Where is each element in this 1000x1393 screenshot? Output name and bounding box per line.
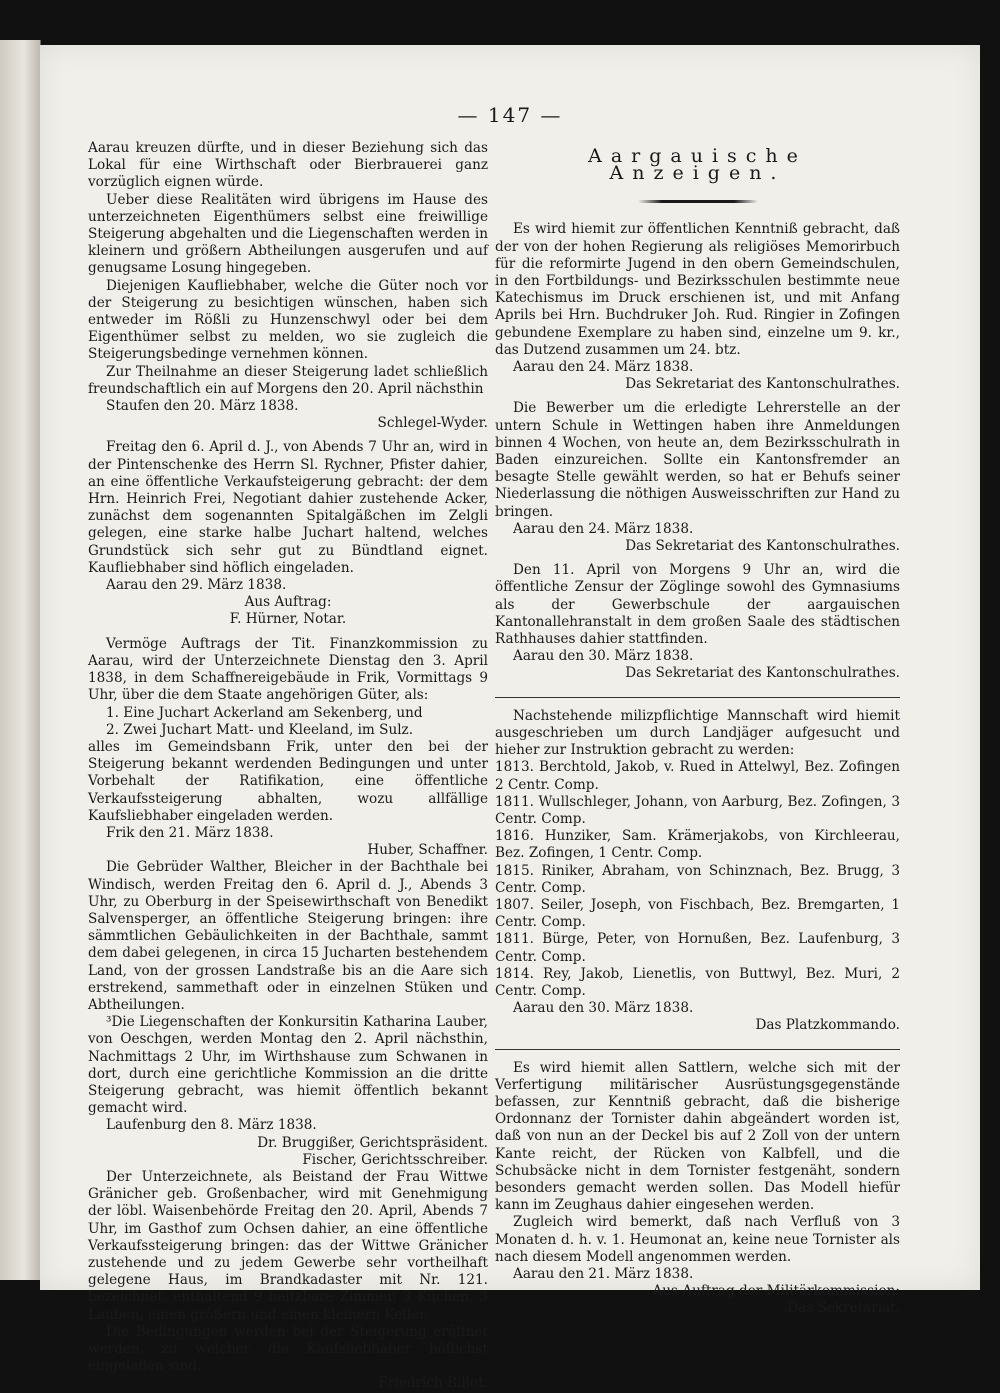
roster-entry: 1807. Seiler, Joseph, von Fischbach, Bez. Bremgarten, 1 Centr. Comp. xyxy=(495,896,900,931)
paragraph: Laufenburg den 8. März 1838. xyxy=(106,1117,317,1134)
spacer xyxy=(88,629,488,636)
signature: Schlegel-Wyder. xyxy=(377,415,488,432)
right-column xyxy=(495,140,900,1318)
roster-entry: 1811. Bürge, Peter, von Hornußen, Bez. Laufenburg, 3 Centr. Comp. xyxy=(495,931,900,965)
paragraph: Der Unterzeichnete, als Beistand der Frau Wittwe Gränicher geb. Großenbacher, wird mit Genehmigung der löbl. Waisenbehörde Freitag den 20. April, Abends 7 Uhr, im Gasthof zum Ochsen dahier, an eine öffentliche Verkaufssteigerung bringen: das der Wittwe Gränicher zustehende und zu jedem Gewerbe sehr vortheilhaft gelegene Haus, im Brandkadaster mit Nr. 121. bezeichnet, enthaltend 9 heitzbare Zimmer, 3 Küchen, 3 Lauben, einen größern und einen kleinern Keller. xyxy=(88,1168,488,1323)
spacer xyxy=(495,393,900,400)
paragraph: Staufen den 20. März 1838. xyxy=(106,398,299,415)
paragraph: Zur Theilnahme an dieser Steigerung ladet schließlich freundschaftlich ein auf Morgens den 20. April nächsthin xyxy=(88,363,488,397)
paragraph: Die Bewerber um die erledigte Lehrerstelle an der untern Schule in Wettingen haben ihre Anmeldungen binnen 4 Wochen, von heute an, dem Bezirksschulrath in Baden einzureichen. Sollte ein Kantonsfremder an besagte Stelle gewählt werden, so hat er Behufs seiner Niederlassung die nöthigen Ausweisschriften zur Hand zu bringen. xyxy=(495,400,900,520)
signature: Das Platzkommando. xyxy=(755,1017,900,1034)
paragraph: Den 11. April von Morgens 9 Uhr an, wird die öffentliche Zensur der Zöglinge sowohl des Gymnasiums als der Gewerbschule der aargauischen Kantonallehranstalt in dem großen Saale des städtischen Rathhauses dahier stattfinden. xyxy=(495,562,900,648)
section-divider xyxy=(495,1049,900,1050)
paragraph: Freitag den 6. April d. J., von Abends 7 Uhr an, wird in der Pintenschenke des Herrn Sl. Rychner, Pfister dahier, an eine öffentliche Verkaufsteigerung gebracht: der dem Hrn. Heinrich Frei, Negotiant dahier zustehende Acker, zunächst dem sogenannten Spitalgäßchen im Zelgli gelegen, eine starke halbe Juchart haltend, welches Grundstück sich sehr gut zu Bündtland eignet. Kaufliebhaber sind höflich eingeladen. xyxy=(88,439,488,576)
title-rule xyxy=(638,200,758,203)
roster-entry: 1813. Berchtold, Jakob, v. Rued in Attelwyl, Bez. Zofingen 2 Centr. Comp. xyxy=(495,759,900,793)
paragraph: Zugleich wird bemerkt, daß nach Verfluß von 3 Monaten d. h. v. 1. Heumonat an, keine neue Tornister als nach diesem Modell angenommen werden. xyxy=(495,1214,900,1265)
paragraph: Ueber diese Realitäten wird übrigens im Hause des unterzeichneten Eigenthümers selbst eine freiwillige Steigerung abgehalten und die Liegenschaften werden in kleinern und größern Abtheilungen ausgerufen und auf genugsame Losung hingegeben. xyxy=(88,191,488,277)
paragraph: Nachstehende milizpflichtige Mannschaft wird hiemit ausgeschrieben um durch Landjäger aufgesucht und hieher zur Instruktion gebracht zu werden: xyxy=(495,707,900,759)
paragraph: Aarau den 24. März 1838. xyxy=(513,359,694,376)
newspaper-page xyxy=(40,45,980,1392)
paragraph: Es wird hiemit allen Sattlern, welche sich mit der Verfertigung militärischer Ausrüstungsgegenstände befassen, zur Kenntniß gebracht, daß die bisherige Ordonnanz der Tornister dahin abgeändert worden ist, daß von nun an der Deckel bis auf 2 Zoll von der untern Kante reicht, der Rücken von Kalbfell, und die Schubsäcke nicht in dem Tornister festgenäht, sondern besonders gemacht werden sollen. Das Modell hiefür kann im Zeughaus dahier eingesehen werden. xyxy=(495,1059,900,1214)
spacer xyxy=(495,555,900,562)
paragraph: Frik den 21. März 1838. xyxy=(106,824,274,841)
signature: Das Sekretariat des Kantonschulrathes. xyxy=(625,376,900,393)
roster-entry: 1814. Rey, Jakob, Lienetlis, von Buttwyl, Bez. Muri, 2 Centr. Comp. xyxy=(495,965,900,999)
list-item: 2. Zwei Juchart Matt- und Kleeland, im Sulz. xyxy=(106,721,414,738)
right-column-body xyxy=(495,221,900,1317)
paragraph: Aarau den 29. März 1838. xyxy=(106,577,287,594)
roster-entry: 1815. Riniker, Abraham, von Schinznach, Bez. Brugg, 3 Centr. Comp. xyxy=(495,862,900,896)
section-title: Aargauische Anzeigen. xyxy=(588,145,807,185)
paragraph: Die Bedingungen werden bei der Steigerung eröffnet werden, zu welcher die Kaufsliebhaber höflichst eingeladen sind. xyxy=(88,1323,488,1375)
paragraph: Vermöge Auftrags der Tit. Finanzkommission zu Aarau, wird der Unterzeichnete Dienstag den 3. April 1838, in dem Schaffnereigebäude in Frik, Vormittags 9 Uhr, über die dem Staate angehörigen Güter, als: xyxy=(88,635,488,704)
signature: Fischer, Gerichtsschreiber. xyxy=(302,1151,488,1168)
paragraph: Es wird hiemit zur öffentlichen Kenntniß gebracht, daß der von der hohen Regierung als religiöses Memorirbuch für die reformirte Jugend in den obern Gemeindschulen, in den Fortbildungs- und Bezirksschulen bestimmte neue Katechismus im Druck erschienen ist, und mit Anfang Aprils bei Hrn. Buchdruker Joh. Rud. Ringier in Zofingen gebundene Exemplare zu haben sind, einzelne um 9. kr., das Dutzend zusammen um 24. btz. xyxy=(495,221,900,358)
paragraph: Die Gebrüder Walther, Bleicher in der Bachthale bei Windisch, werden Freitag den 6. April d. J., Abends 3 Uhr, zu Oberburg in der Speisewirthschaft von Benedikt Salvensperger, an öffentliche Steigerung bringen: ihre sämmtlichen Gebäulichkeiten in der Bachthale, sammt dem dabei gelegenen, in circa 15 Jucharten bestehendem Land, von der grossen Landstraße bis an die Aare sich erstrekend, sammethaft oder in einzelnen Stüken und Abtheilungen. xyxy=(88,859,488,1013)
spacer xyxy=(88,432,488,439)
paragraph: Aarau den 24. März 1838. xyxy=(513,520,694,537)
signature: Friedrich Billot. xyxy=(378,1375,488,1392)
signature: Das Sekretariat des Kantonschulrathes. xyxy=(625,538,900,555)
signature: Das Sekretariat. xyxy=(787,1300,900,1317)
signature: Aus Auftrag der Militärkommission: xyxy=(652,1283,900,1300)
paragraph: Aarau den 30. März 1838. xyxy=(513,1000,694,1017)
paragraph: alles im Gemeindsbann Frik, unter den bei der Steigerung bekannt werdenden Bedingungen und unter Vorbehalt der Ratifikation, eine öffentliche Verkaufssteigerung abhalten, wozu allfällige Kaufsliebhaber eingeladen werden. xyxy=(88,738,488,824)
list-item: 1. Eine Juchart Ackerland am Sekenberg, und xyxy=(106,704,423,721)
paragraph: ³Die Liegenschaften der Konkursitin Katharina Lauber, von Oeschgen, werden Montag den 2. April nächsthin, Nachmittags 2 Uhr, im Wirthshause zum Schwanen in dort, durch eine gerichtliche Kommission an die dritte Steigerung gebracht, was hiemit öffentlich bekannt gemacht wird. xyxy=(88,1014,488,1117)
roster-entry: 1811. Wullschleger, Johann, von Aarburg, Bez. Zofingen, 3 Centr. Comp. xyxy=(495,793,900,827)
paragraph: Aarau kreuzen dürfte, und in dieser Beziehung sich das Lokal für eine Wirthschaft oder Bierbrauerei ganz vorzüglich eignen würde. xyxy=(88,140,488,191)
signature: Aus Auftrag: xyxy=(244,594,332,611)
paragraph: Diejenigen Kaufliebhaber, welche die Güter noch vor der Steigerung zu besichtigen wünschen, haben sich entweder im Rößli zu Hunzenschwyl oder bei dem Eigenthümer selbst zu melden, wo sie zugleich die Steigerungsbedinge vernehmen können. xyxy=(88,277,488,363)
signature: Das Sekretariat des Kantonschulrathes. xyxy=(625,665,900,682)
signature: F. Hürner, Notar. xyxy=(229,611,347,628)
signature: Dr. Bruggißer, Gerichtspräsident. xyxy=(257,1134,488,1151)
left-column xyxy=(88,140,488,1393)
section-divider xyxy=(495,697,900,698)
adjacent-page-edge xyxy=(0,40,41,1280)
roster-entry: 1816. Hunziker, Sam. Krämerjakobs, von Kirchleerau, Bez. Zofingen, 1 Centr. Comp. xyxy=(495,828,900,862)
paragraph: Aarau den 30. März 1838. xyxy=(513,648,694,665)
page-number: — 147 — xyxy=(457,103,563,127)
paragraph: Aarau den 21. März 1838. xyxy=(513,1265,694,1282)
signature: Huber, Schaffner. xyxy=(367,842,488,859)
